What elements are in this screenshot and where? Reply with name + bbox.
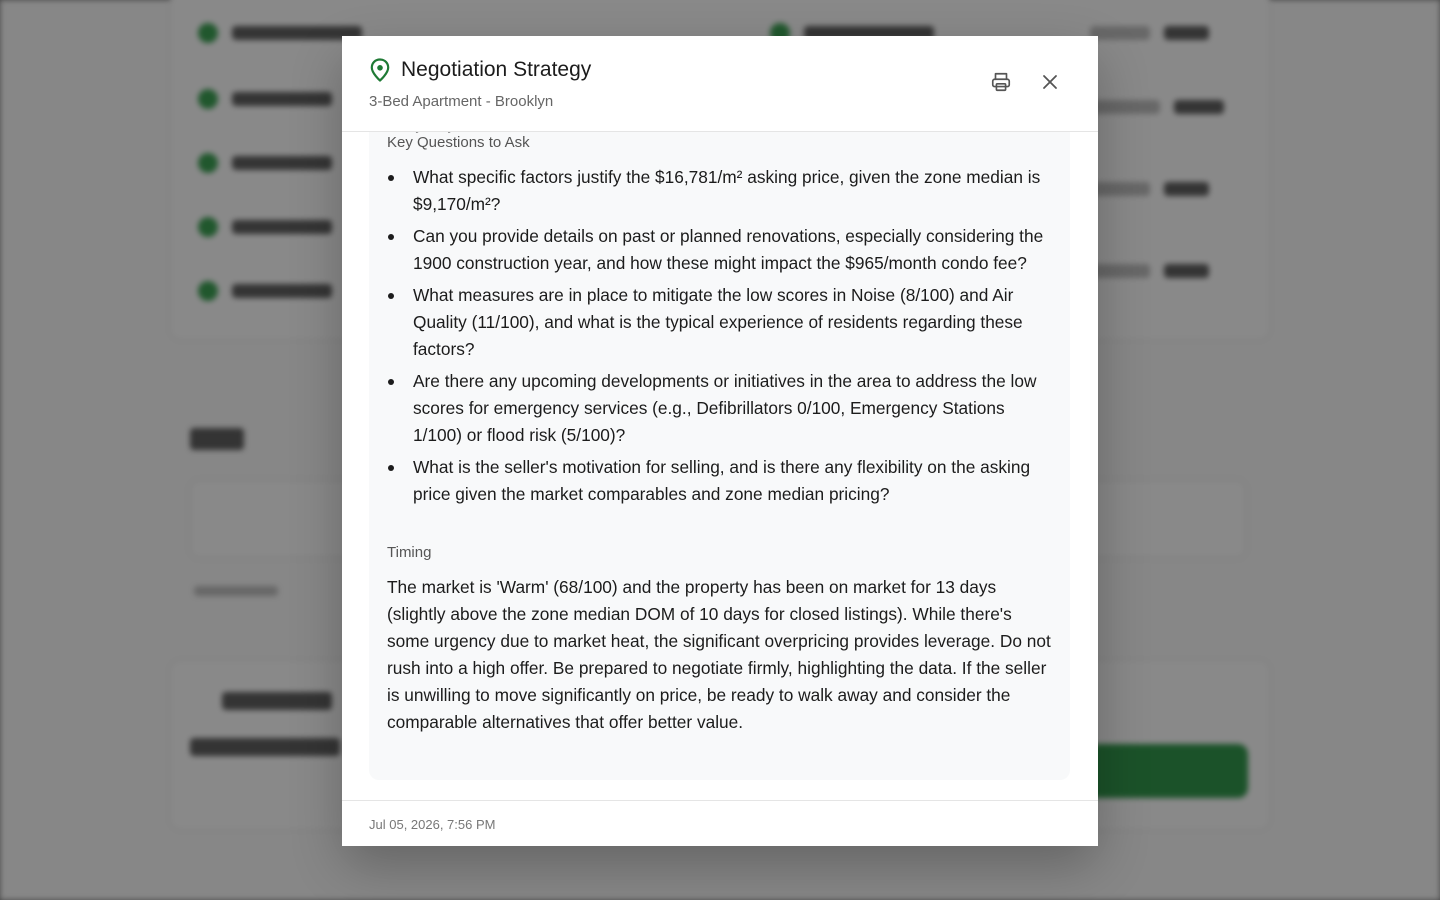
modal-header (342, 36, 1098, 132)
negotiation-strategy-modal (342, 36, 1098, 846)
printer-icon (990, 71, 1012, 98)
modal-footer (342, 800, 1098, 846)
modal-title: Negotiation Strategy (401, 58, 592, 81)
timing-heading: Timing (387, 544, 432, 561)
strategy-content-panel (369, 112, 1070, 780)
question-item: Are there any upcoming developments or initiatives in the area to address the low scores for emergency services (e.g., Defibrillators 0/100, Emergency Stations 1/100) or flood risk (5/100)? (387, 368, 1052, 449)
question-item: What specific factors justify the $16,781/m² asking price, given the zone median is $9,170/m²? (387, 164, 1052, 218)
question-item: What measures are in place to mitigate the low scores in Noise (8/100) and Air Quality (11/100), and what is the typical experience of residents regarding these factors? (387, 282, 1052, 363)
key-questions-list (387, 164, 1052, 513)
close-icon (1040, 72, 1060, 97)
question-item: Can you provide details on past or planned renovations, especially considering the 1900 construction year, and how these might impact the $965/month condo fee? (387, 223, 1052, 277)
key-questions-heading: Key Questions to Ask (387, 134, 530, 151)
close-button[interactable] (1035, 69, 1065, 99)
question-item: What is the seller's motivation for selling, and is there any flexibility on the asking price given the market comparables and zone median pricing? (387, 454, 1052, 508)
modal-title-row (369, 58, 591, 82)
generated-timestamp: Jul 05, 2026, 7:56 PM (369, 817, 496, 832)
modal-subtitle: 3-Bed Apartment - Brooklyn (369, 93, 554, 110)
print-button[interactable] (986, 69, 1016, 99)
map-pin-icon (369, 58, 391, 82)
modal-scroll-body[interactable] (342, 132, 1098, 800)
timing-paragraph: The market is 'Warm' (68/100) and the property has been on market for 13 days (slightly above the zone median DOM of 10 days for closed listings). While there's some urgency due to market heat, the significant overpricing provides leverage. Do not rush into a high offer. Be prepared to negotiate firmly, highlighting the data. If the seller is unwilling to move significantly on price, be ready to walk away and consider the comparable alternatives that offer better value. (387, 577, 1051, 732)
